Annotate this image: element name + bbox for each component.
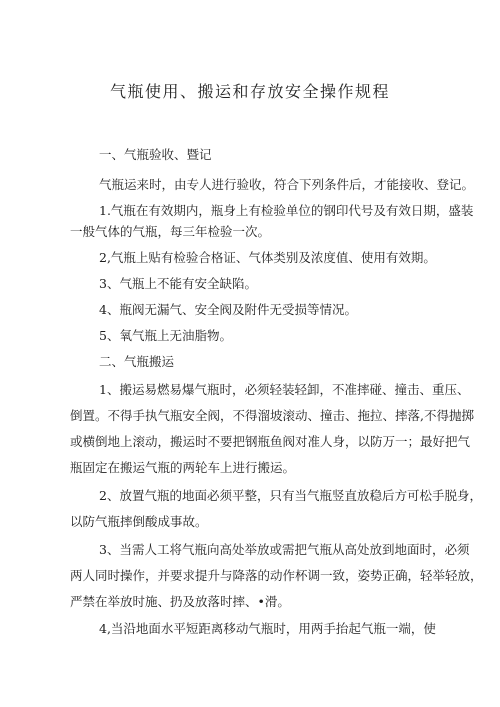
- paragraph-line: 以防气瓶摔倒酸成事故。: [70, 514, 208, 529]
- paragraph-line: 1.气瓶在有效期内，瓶身上有检验单位的钢印代号及有效日期，盛装: [99, 203, 474, 218]
- paragraph-line: 或横倒地上滚动，搬运时不要把钢瓶鱼阀对准人身，以防万一；最好把气: [70, 434, 471, 449]
- paragraph-line: 严禁在举放时施、扔及放落时摔、•滑。: [70, 594, 290, 609]
- document-title: 气瓶使用、搬运和存放安全操作规程: [109, 82, 390, 101]
- paragraph-line: 5、氧气瓶上无油脂物。: [99, 328, 232, 343]
- paragraph-line: 3、气瓶上不能有安全缺陷。: [99, 276, 257, 291]
- paragraph-line: 2、放置气瓶的地面必须平整，只有当气瓶竖直放稳后方可松手脱身，: [99, 488, 482, 503]
- section-heading-transport: 二、气瓶搬运: [99, 354, 175, 369]
- section-heading-acceptance: 一、气瓶验收、暨记: [99, 147, 212, 162]
- paragraph-line: 2,气瓶上贴有检验合格证、气体类别及浓度值、使用有效期。: [99, 250, 436, 265]
- paragraph-line: 倒置。不得手执气瓶安全阀，不得溜坡滚动、撞击、拖拉、摔落,不得抛掷: [70, 408, 474, 423]
- paragraph-line: 3、当需人工将气瓶向高处举放或需把气瓶从高处放到地面时，必须: [99, 542, 470, 557]
- paragraph-line: 4,当沿地面水平短距离移动气瓶时，用两手抬起气瓶一端，使: [99, 621, 436, 636]
- paragraph-line: 4、瓶阀无漏气、安全阀及附件无受损等情况。: [99, 302, 357, 317]
- paragraph-line: 气瓶运来时，由专人进行验收，符合下列条件后，才能接收、登记。: [99, 177, 475, 192]
- paragraph-line: 两人同时操作，并要求提升与降落的动作杯调一致，姿势正确，轻举轻放，: [70, 568, 483, 583]
- paragraph-line: 1、搬运易燃易爆气瓶时，必须轻装轻卸，不准摔碰、撞击、重压、: [99, 382, 470, 397]
- paragraph-line: 一般气体的气瓶，每三年检验一次。: [70, 224, 271, 239]
- paragraph-line: 瓶固定在搬运气瓶的两轮车上进行搬运。: [70, 460, 296, 475]
